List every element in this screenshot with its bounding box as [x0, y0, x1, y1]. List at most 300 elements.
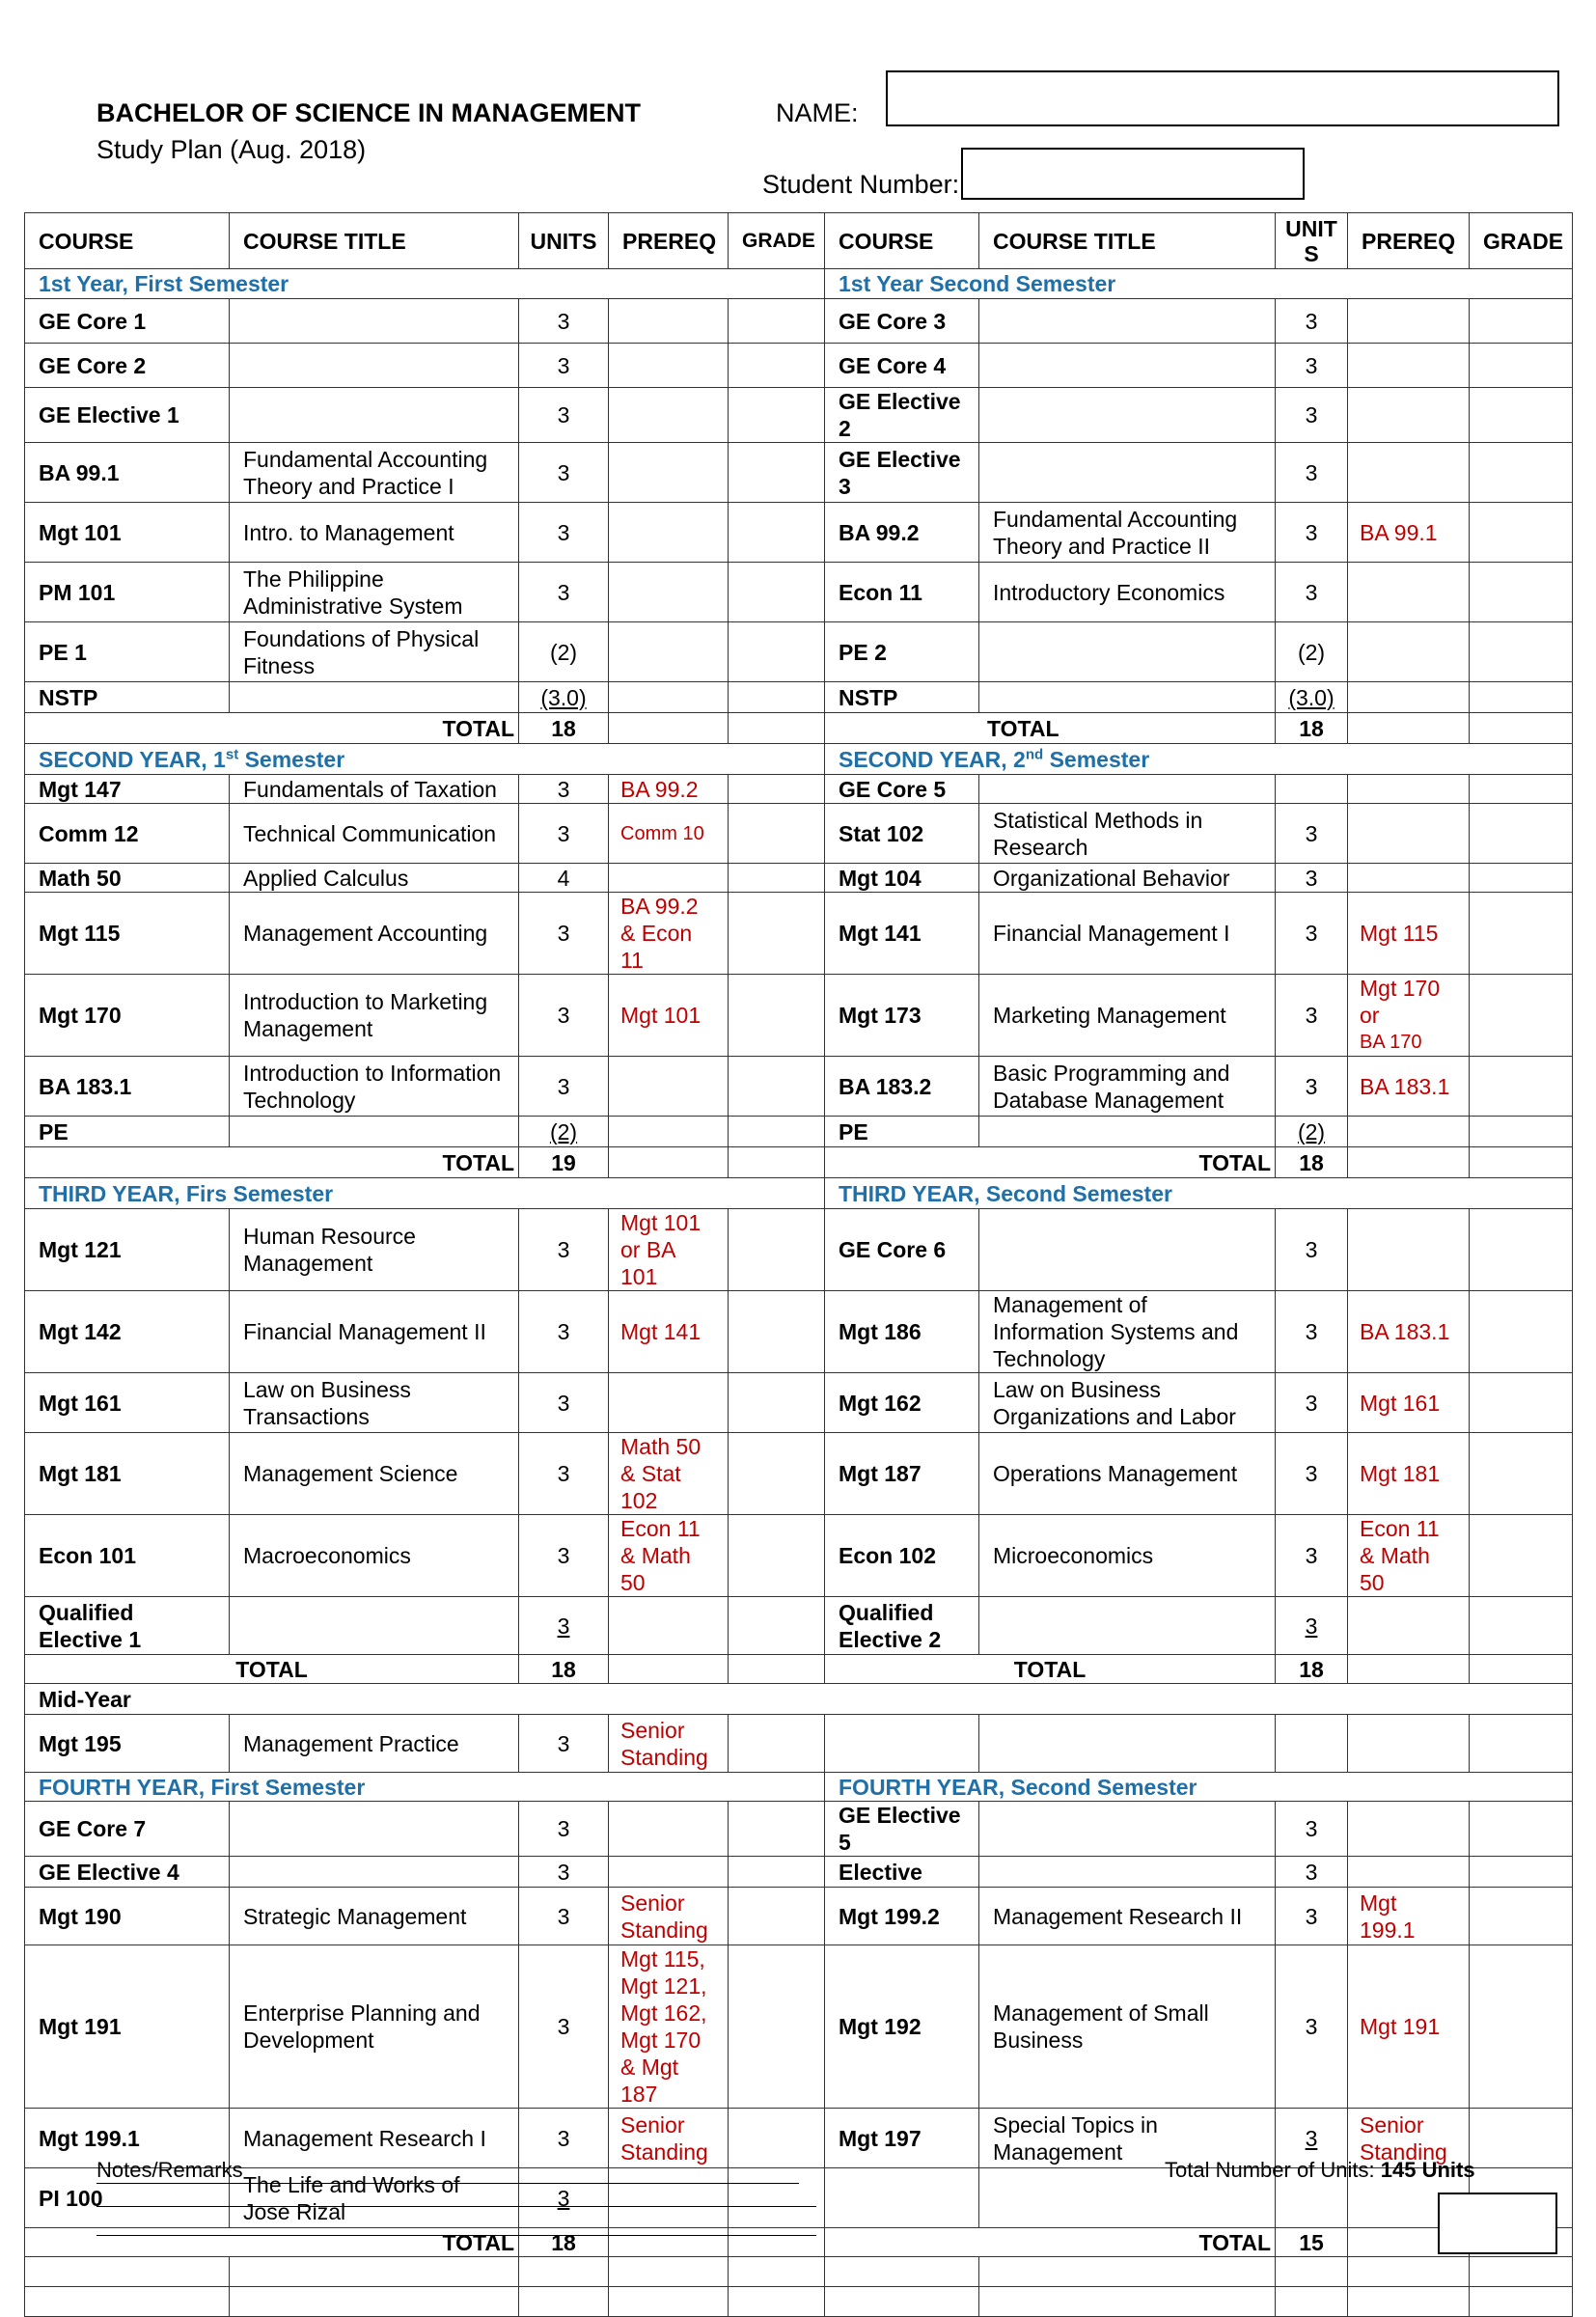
- course-row: [25, 1057, 1573, 1117]
- course-prereq-right: [1348, 443, 1470, 503]
- semester-heading-left: FOURTH YEAR, First Semester: [25, 1773, 825, 1802]
- course-row: [25, 1515, 1573, 1597]
- course-title-right: [979, 622, 1276, 682]
- grade-cell-left[interactable]: [729, 1715, 825, 1773]
- course-code-right: BA 183.2: [825, 1057, 979, 1117]
- blank-cell: [1348, 1655, 1470, 1684]
- course-code-left: Mgt 161: [25, 1373, 230, 1433]
- course-code-left: NSTP: [25, 682, 230, 713]
- course-units-left: 3: [519, 1888, 609, 1945]
- course-title-right: Introductory Economics: [979, 563, 1276, 622]
- grade-cell-left[interactable]: [729, 1117, 825, 1147]
- course-title-right: [979, 1802, 1276, 1857]
- course-units-left: (2): [519, 622, 609, 682]
- course-title-left: The Life and Works of Jose Rizal: [230, 2168, 519, 2228]
- course-units-right: [1276, 1117, 1348, 1147]
- course-row: [25, 1715, 1573, 1773]
- course-title-right: [979, 1209, 1276, 1291]
- course-code-left: GE Elective 4: [25, 1857, 230, 1888]
- course-prereq-left: Mgt 101: [609, 975, 729, 1057]
- total-row: [25, 1147, 1573, 1178]
- blank-cell: [1348, 1715, 1470, 1773]
- course-units-right: (2): [1276, 622, 1348, 682]
- blank-cell: [519, 2257, 609, 2287]
- grade-cell-left[interactable]: [729, 1515, 825, 1597]
- course-code-right: GE Elective 3: [825, 443, 979, 503]
- course-units-right: 3: [1276, 388, 1348, 443]
- grade-cell-left[interactable]: [729, 1291, 825, 1373]
- course-units-left: 3: [519, 443, 609, 503]
- col-course-title-right: COURSE TITLE: [979, 213, 1276, 269]
- course-prereq-right: [1348, 804, 1470, 864]
- grade-cell-left[interactable]: [729, 893, 825, 975]
- total-units-label: Total Number of Units:: [1165, 2158, 1381, 2182]
- course-units-left: 3: [519, 1209, 609, 1291]
- course-code-left: Math 50: [25, 864, 230, 893]
- total-units-box[interactable]: [1438, 2193, 1557, 2254]
- semester-heading-right: 1st Year Second Semester: [825, 269, 1573, 299]
- course-row: [25, 1291, 1573, 1373]
- grade-cell-right[interactable]: [1470, 563, 1573, 622]
- course-title-left: Fundamentals of Taxation: [230, 775, 519, 804]
- total-label-right: TOTAL: [825, 1147, 1276, 1178]
- blank-cell: [1348, 2287, 1470, 2317]
- grade-cell-right[interactable]: [1470, 1433, 1573, 1515]
- grade-cell-right[interactable]: [1470, 1373, 1573, 1433]
- course-title-right: Organizational Behavior: [979, 864, 1276, 893]
- course-prereq-right: [1348, 1802, 1470, 1857]
- course-row: [25, 563, 1573, 622]
- course-prereq-left: [609, 1373, 729, 1433]
- total-label-left: TOTAL: [25, 2228, 519, 2257]
- grade-cell-left[interactable]: [729, 1945, 825, 2109]
- grade-cell-right[interactable]: [1470, 1057, 1573, 1117]
- course-code-right: GE Core 3: [825, 299, 979, 344]
- course-units-left: [519, 682, 609, 713]
- course-prereq-left: [609, 299, 729, 344]
- grade-cell-right[interactable]: [1470, 1857, 1573, 1888]
- total-units-left: 18: [519, 1655, 609, 1684]
- course-units-right: 3: [1276, 1209, 1348, 1291]
- course-title-left: [230, 388, 519, 443]
- blank-cell: [729, 2257, 825, 2287]
- course-code-left: GE Core 1: [25, 299, 230, 344]
- course-code-left: BA 99.1: [25, 443, 230, 503]
- course-code-left: Mgt 170: [25, 975, 230, 1057]
- grade-cell-right[interactable]: [1470, 1291, 1573, 1373]
- blank-cell: [825, 2257, 979, 2287]
- blank-cell: [1470, 1147, 1573, 1178]
- course-prereq-left: [609, 443, 729, 503]
- course-units-right: 3: [1276, 864, 1348, 893]
- blank-cell: [729, 713, 825, 744]
- grade-cell-left[interactable]: [729, 1373, 825, 1433]
- course-prereq-right: Mgt 161: [1348, 1373, 1470, 1433]
- course-code-right: GE Core 5: [825, 775, 979, 804]
- blank-cell: [609, 2287, 729, 2317]
- course-row: [25, 1597, 1573, 1655]
- course-units-left: 3: [519, 804, 609, 864]
- course-code-right: NSTP: [825, 682, 979, 713]
- grade-cell-right[interactable]: [1470, 388, 1573, 443]
- course-code-right: BA 99.2: [825, 503, 979, 563]
- course-prereq-left: Senior Standing: [609, 1888, 729, 1945]
- course-units-left: 3: [519, 1857, 609, 1888]
- grade-cell-left[interactable]: [729, 1857, 825, 1888]
- course-prereq-left: BA 99.2: [609, 775, 729, 804]
- grade-cell-left[interactable]: [729, 443, 825, 503]
- course-title-right: Microeconomics: [979, 1515, 1276, 1597]
- course-prereq-left: [609, 1802, 729, 1857]
- course-code-left: PE 1: [25, 622, 230, 682]
- grade-cell-right[interactable]: [1470, 1945, 1573, 2109]
- course-prereq-left: [609, 682, 729, 713]
- course-units-left: 3: [519, 975, 609, 1057]
- grade-cell-left[interactable]: [729, 1209, 825, 1291]
- course-code-left: Mgt 195: [25, 1715, 230, 1773]
- grade-cell-right[interactable]: [1470, 2109, 1573, 2168]
- col-prereq-right: PREREQ: [1348, 213, 1470, 269]
- course-units-left: 4: [519, 864, 609, 893]
- course-prereq-right: [1348, 682, 1470, 713]
- grade-cell-right[interactable]: [1470, 443, 1573, 503]
- course-units-left: 3: [519, 893, 609, 975]
- midyear-heading: Mid-Year: [25, 1684, 1573, 1715]
- course-code-left: GE Core 7: [25, 1802, 230, 1857]
- course-prereq-right: [1348, 622, 1470, 682]
- course-row: [25, 1802, 1573, 1857]
- course-units-right: [1276, 775, 1348, 804]
- course-row: [25, 622, 1573, 682]
- blank-cell: [1470, 713, 1573, 744]
- course-title-left: Foundations of Physical Fitness: [230, 622, 519, 682]
- course-row: [25, 1945, 1573, 2109]
- grade-cell-left[interactable]: [729, 682, 825, 713]
- course-prereq-left: Mgt 115, Mgt 121, Mgt 162, Mgt 170 & Mgt 187: [609, 1945, 729, 2109]
- blank-cell: [729, 1655, 825, 1684]
- grade-cell-right[interactable]: [1470, 1597, 1573, 1655]
- course-title-right: [979, 443, 1276, 503]
- notes-line-2[interactable]: [96, 2187, 816, 2207]
- blank-cell: [825, 1715, 979, 1773]
- course-units-right: 3: [1276, 1291, 1348, 1373]
- course-code-left: Mgt 121: [25, 1209, 230, 1291]
- grade-cell-left[interactable]: [729, 344, 825, 388]
- blank-cell: [729, 2287, 825, 2317]
- course-units-right: 3: [1276, 1433, 1348, 1515]
- grade-cell-left[interactable]: [729, 1433, 825, 1515]
- course-prereq-right: Econ 11 & Math 50: [1348, 1515, 1470, 1597]
- course-units-left: 3: [519, 344, 609, 388]
- total-units-right: 18: [1276, 1655, 1348, 1684]
- prereq-line: Mgt 170 or: [1360, 976, 1441, 1028]
- course-code-right: GE Core 6: [825, 1209, 979, 1291]
- course-units-left: 3: [519, 1715, 609, 1773]
- course-title-left: Management Accounting: [230, 893, 519, 975]
- grade-cell-right[interactable]: [1470, 775, 1573, 804]
- course-prereq-left: BA 99.2 & Econ 11: [609, 893, 729, 975]
- course-row: [25, 975, 1573, 1057]
- blank-cell[interactable]: [1470, 1715, 1573, 1773]
- course-units-left: 3: [519, 1802, 609, 1857]
- course-code-left: Mgt 101: [25, 503, 230, 563]
- course-title-right: [979, 1857, 1276, 1888]
- student-number-field[interactable]: [961, 148, 1305, 200]
- course-code-right: Mgt 197: [825, 2109, 979, 2168]
- course-code-left: PI 100: [25, 2168, 230, 2228]
- grade-cell-right[interactable]: [1470, 503, 1573, 563]
- course-row: [25, 1209, 1573, 1291]
- course-units-left: 3: [519, 2109, 609, 2168]
- blank-cell: [1276, 2257, 1348, 2287]
- course-title-right: [979, 388, 1276, 443]
- course-prereq-left: Mgt 101 or BA 101: [609, 1209, 729, 1291]
- blank-cell: [979, 2257, 1276, 2287]
- grade-cell-left[interactable]: [729, 1802, 825, 1857]
- course-title-left: Introduction to Information Technology: [230, 1057, 519, 1117]
- grade-cell-left[interactable]: [729, 388, 825, 443]
- course-code-left: Mgt 199.1: [25, 2109, 230, 2168]
- grade-cell-right[interactable]: [1470, 1209, 1573, 1291]
- course-prereq-right: [1348, 1857, 1470, 1888]
- course-row: [25, 503, 1573, 563]
- course-code-right: Qualified Elective 2: [825, 1597, 979, 1655]
- total-units-left: 18: [519, 2228, 609, 2257]
- course-units-right: 3: [1276, 1373, 1348, 1433]
- course-title-right: [979, 682, 1276, 713]
- grade-cell-right[interactable]: [1470, 864, 1573, 893]
- grade-cell-right[interactable]: [1470, 682, 1573, 713]
- course-units-left: 3: [519, 503, 609, 563]
- units-value: 3: [557, 2185, 570, 2211]
- course-prereq-right: Mgt 191: [1348, 1945, 1470, 2109]
- grade-cell-left[interactable]: [729, 622, 825, 682]
- course-code-left: Mgt 190: [25, 1888, 230, 1945]
- course-code-left: GE Core 2: [25, 344, 230, 388]
- grade-cell-left[interactable]: [729, 503, 825, 563]
- total-label-left: TOTAL: [25, 1655, 519, 1684]
- blank-cell: [979, 1715, 1276, 1773]
- units-value: 3: [1305, 1613, 1318, 1639]
- course-title-left: [230, 299, 519, 344]
- course-title-left: Management Practice: [230, 1715, 519, 1773]
- course-title-left: The Philippine Administrative System: [230, 563, 519, 622]
- student-number-label: Student Number:: [762, 170, 960, 199]
- grade-cell-right[interactable]: [1470, 344, 1573, 388]
- total-label-right: TOTAL: [825, 713, 1276, 744]
- total-units-right: 18: [1276, 1147, 1348, 1178]
- course-code-right: Mgt 162: [825, 1373, 979, 1433]
- course-title-right: Management of Small Business: [979, 1945, 1276, 2109]
- course-title-left: Management Science: [230, 1433, 519, 1515]
- grade-cell-left[interactable]: [729, 1888, 825, 1945]
- course-title-left: [230, 1857, 519, 1888]
- course-prereq-right: [1348, 1597, 1470, 1655]
- course-prereq-right: BA 183.1: [1348, 1291, 1470, 1373]
- blank-cell: [1276, 2287, 1348, 2317]
- course-title-left: Management Research I: [230, 2109, 519, 2168]
- units-value: (3.0): [1288, 684, 1335, 710]
- semester-heading-left: [25, 744, 825, 775]
- course-title-left: [230, 682, 519, 713]
- course-units-left: 3: [519, 1433, 609, 1515]
- course-code-right: Econ 11: [825, 563, 979, 622]
- course-code-left: Comm 12: [25, 804, 230, 864]
- course-prereq-left: Econ 11 & Math 50: [609, 1515, 729, 1597]
- blank-cell: [1348, 1147, 1470, 1178]
- course-prereq-left: [609, 344, 729, 388]
- course-units-left: 3: [519, 299, 609, 344]
- course-prereq-right: [1348, 775, 1470, 804]
- course-code-right: GE Core 4: [825, 344, 979, 388]
- course-code-left: Mgt 115: [25, 893, 230, 975]
- course-prereq-right: [1348, 388, 1470, 443]
- course-units-left: 3: [519, 1057, 609, 1117]
- grade-cell-right[interactable]: [1470, 975, 1573, 1057]
- course-title-right: Statistical Methods in Research: [979, 804, 1276, 864]
- course-units-right: 3: [1276, 1945, 1348, 2109]
- course-units-right: 3: [1276, 1857, 1348, 1888]
- blank-cell: [609, 1655, 729, 1684]
- course-units-left: 3: [519, 1373, 609, 1433]
- course-units-right: 3: [1276, 1057, 1348, 1117]
- course-title-left: Financial Management II: [230, 1291, 519, 1373]
- grade-cell-right[interactable]: [1470, 299, 1573, 344]
- course-units-right: 3: [1276, 1888, 1348, 1945]
- course-code-left: PE: [25, 1117, 230, 1147]
- course-prereq-right: [1348, 1117, 1470, 1147]
- midyear-heading-row: [25, 1684, 1573, 1715]
- course-code-right: PE: [825, 1117, 979, 1147]
- blank-cell: [609, 1147, 729, 1178]
- course-units-right: 3: [1276, 443, 1348, 503]
- course-units-left: 3: [519, 388, 609, 443]
- blank-cell: [230, 2257, 519, 2287]
- name-field[interactable]: [886, 70, 1559, 126]
- course-title-right: Marketing Management: [979, 975, 1276, 1057]
- blank-cell: [1276, 1715, 1348, 1773]
- course-row: [25, 893, 1573, 975]
- grade-cell-left[interactable]: [729, 775, 825, 804]
- blank-cell: [1470, 2257, 1573, 2287]
- course-units-right: [1276, 682, 1348, 713]
- units-value: 3: [557, 1613, 570, 1639]
- course-code-right: Mgt 104: [825, 864, 979, 893]
- grade-cell-left[interactable]: [729, 804, 825, 864]
- course-prereq-right: Mgt 199.1: [1348, 1888, 1470, 1945]
- course-units-right: 3: [1276, 344, 1348, 388]
- course-code-right: GE Elective 5: [825, 1802, 979, 1857]
- course-title-left: Human Resource Management: [230, 1209, 519, 1291]
- course-code-left: Econ 101: [25, 1515, 230, 1597]
- notes-remarks-label: Notes/Remarks: [96, 2158, 243, 2182]
- blank-cell: [1348, 713, 1470, 744]
- grade-cell-left[interactable]: [729, 975, 825, 1057]
- course-prereq-left: Senior Standing: [609, 1715, 729, 1773]
- grade-cell-right[interactable]: [1470, 893, 1573, 975]
- course-prereq-right: BA 183.1: [1348, 1057, 1470, 1117]
- notes-line-3[interactable]: [96, 2216, 816, 2236]
- grade-cell-right[interactable]: [1470, 1117, 1573, 1147]
- notes-remarks-line[interactable]: [96, 2158, 799, 2184]
- course-row: [25, 804, 1573, 864]
- grade-cell-right[interactable]: [1470, 1802, 1573, 1857]
- name-label: NAME:: [776, 98, 859, 127]
- course-prereq-left: [609, 864, 729, 893]
- total-units-right: 15: [1276, 2228, 1348, 2257]
- course-prereq-right: [1348, 563, 1470, 622]
- course-prereq-left: [609, 1117, 729, 1147]
- course-row: [25, 1373, 1573, 1433]
- course-code-left: Mgt 142: [25, 1291, 230, 1373]
- course-prereq-left: Senior Standing: [609, 2109, 729, 2168]
- course-code-left: Mgt 191: [25, 1945, 230, 2109]
- course-code-left: GE Elective 1: [25, 388, 230, 443]
- course-code-right: Elective: [825, 1857, 979, 1888]
- course-prereq-left: [609, 503, 729, 563]
- course-title-left: Applied Calculus: [230, 864, 519, 893]
- grade-cell-left[interactable]: [729, 563, 825, 622]
- grade-cell-left[interactable]: [729, 864, 825, 893]
- course-prereq-left: Mgt 141: [609, 1291, 729, 1373]
- program-title: BACHELOR OF SCIENCE IN MANAGEMENT: [96, 98, 642, 127]
- course-code-right: PE 2: [825, 622, 979, 682]
- blank-cell: [230, 2287, 519, 2317]
- course-prereq-right: Senior Standing: [1348, 2109, 1470, 2168]
- grade-cell-left[interactable]: [729, 1597, 825, 1655]
- course-code-right: Mgt 186: [825, 1291, 979, 1373]
- course-code-right: Mgt 192: [825, 1945, 979, 2109]
- course-units-left: [519, 1117, 609, 1147]
- course-title-left: Introduction to Marketing Management: [230, 975, 519, 1057]
- total-label-left: TOTAL: [25, 713, 519, 744]
- semester-heading-left: THIRD YEAR, Firs Semester: [25, 1178, 825, 1209]
- course-prereq-right: [1348, 864, 1470, 893]
- course-title-left: Technical Communication: [230, 804, 519, 864]
- study-plan-table: [24, 212, 1573, 2317]
- course-title-right: [979, 775, 1276, 804]
- course-code-right: Mgt 173: [825, 975, 979, 1057]
- col-grade: GRADE: [729, 213, 825, 269]
- grade-cell-right[interactable]: [1470, 622, 1573, 682]
- course-prereq-right: [1348, 299, 1470, 344]
- study-plan-subtitle: Study Plan (Aug. 2018): [96, 135, 367, 164]
- course-units-left: 3: [519, 1945, 609, 2109]
- course-title-left: [230, 1117, 519, 1147]
- blank-cell: [25, 2257, 230, 2287]
- grade-cell-right[interactable]: [1470, 804, 1573, 864]
- grade-cell-left[interactable]: [729, 299, 825, 344]
- total-row: [25, 713, 1573, 744]
- grade-cell-right[interactable]: [1470, 1515, 1573, 1597]
- course-title-left: [230, 1597, 519, 1655]
- course-title-left: [230, 1802, 519, 1857]
- course-row: [25, 299, 1573, 344]
- course-title-right: Fundamental Accounting Theory and Practice II: [979, 503, 1276, 563]
- total-units-value: 145 Units: [1380, 2158, 1475, 2182]
- grade-cell-right[interactable]: [1470, 1888, 1573, 1945]
- column-header-row: [25, 213, 1573, 269]
- col-units-right: UNIT S: [1276, 213, 1348, 269]
- course-code-left: BA 183.1: [25, 1057, 230, 1117]
- course-title-left: Fundamental Accounting Theory and Practice I: [230, 443, 519, 503]
- semester-heading-right: THIRD YEAR, Second Semester: [825, 1178, 1573, 1209]
- grade-cell-left[interactable]: [729, 1057, 825, 1117]
- semester-heading-row: [25, 1773, 1573, 1802]
- blank-row: [25, 2287, 1573, 2317]
- course-units-right: 3: [1276, 1802, 1348, 1857]
- course-prereq-right: [1348, 975, 1470, 1057]
